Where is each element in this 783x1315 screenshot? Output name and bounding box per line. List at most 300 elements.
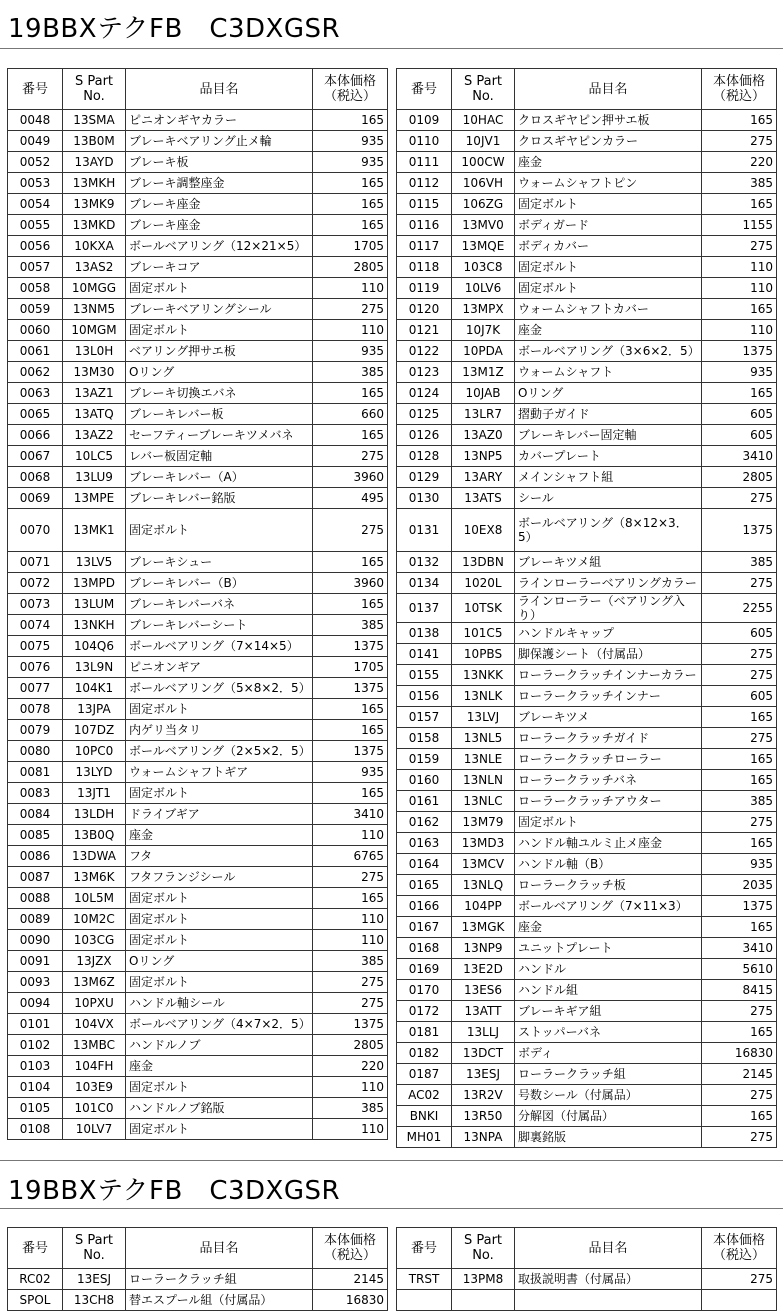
cell-part-no: 107DZ	[63, 720, 126, 741]
table-row	[8, 594, 388, 615]
cell-part-no: 13LR7	[452, 404, 515, 425]
cell-name: ハンドルノブ	[126, 1035, 313, 1056]
cell-part-no: 13M30	[63, 362, 126, 383]
table-row	[8, 1014, 388, 1035]
header-part-no	[63, 1228, 126, 1269]
cell-part-no: 13MK9	[63, 194, 126, 215]
table-row	[397, 467, 777, 488]
header-price	[702, 1228, 777, 1269]
table-row	[8, 1035, 388, 1056]
cell-part-no: 103CG	[63, 930, 126, 951]
cell-name: 固定ボルト	[126, 320, 313, 341]
cell-name: ボールベアリング（7×14×5）	[126, 636, 313, 657]
header-price-line1: 本体価格	[323, 1233, 376, 1248]
cell-part-no: 10PC0	[63, 741, 126, 762]
cell-part-no: 103E9	[63, 1077, 126, 1098]
cell-part-no: 101C0	[63, 1098, 126, 1119]
cell-part-no: 13LLJ	[452, 1022, 515, 1043]
table-row	[8, 362, 388, 383]
header-no: 番号	[397, 1228, 452, 1269]
cell-name: 固定ボルト	[126, 699, 313, 720]
cell-part-no: 104FH	[63, 1056, 126, 1077]
table-row	[397, 362, 777, 383]
table-row	[8, 888, 388, 909]
cell-part-no: 10LV7	[63, 1119, 126, 1140]
cell-part-no: 13NLN	[452, 770, 515, 791]
cell-part-no: 10PXU	[63, 993, 126, 1014]
cell-price: 275	[313, 446, 388, 467]
cell-name: ピニオンギア	[126, 657, 313, 678]
table-row	[8, 615, 388, 636]
cell-name: ハンドル	[515, 959, 702, 980]
cell-price: 660	[313, 404, 388, 425]
cell-no: 0138	[397, 623, 452, 644]
cell-part-no: 13MGK	[452, 917, 515, 938]
cell-part-no: 13MK1	[63, 509, 126, 552]
cell-no: 0131	[397, 509, 452, 552]
cell-name: ローラークラッチローラー	[515, 749, 702, 770]
table-row	[8, 509, 388, 552]
cell-price: 1705	[313, 657, 388, 678]
cell-price: 935	[702, 362, 777, 383]
title-divider	[0, 48, 783, 49]
cell-part-no: 13NL5	[452, 728, 515, 749]
cell-no: 0118	[397, 257, 452, 278]
cell-no: 0062	[8, 362, 63, 383]
cell-part-no: 13ARY	[452, 467, 515, 488]
cell-part-no: 13ATS	[452, 488, 515, 509]
table-row	[397, 173, 777, 194]
table-row	[8, 573, 388, 594]
cell-name: 固定ボルト	[126, 1119, 313, 1140]
table-row	[397, 152, 777, 173]
cell-price: 165	[702, 1022, 777, 1043]
table-row	[8, 972, 388, 993]
cell-price: 275	[702, 488, 777, 509]
cell-no: 0066	[8, 425, 63, 446]
header-name: 品目名	[515, 69, 702, 110]
header-price-line2: （税込）	[712, 89, 765, 104]
header-part-line2: No.	[472, 89, 494, 104]
table-row	[8, 194, 388, 215]
title-divider-2	[0, 1208, 783, 1209]
cell-part-no: 13NKH	[63, 615, 126, 636]
cell-no: 0078	[8, 699, 63, 720]
table-row	[8, 909, 388, 930]
cell-price: 110	[313, 1077, 388, 1098]
cell-name: ドライブギア	[126, 804, 313, 825]
cell-no: 0083	[8, 783, 63, 804]
cell-name: クロスギヤピン押サエ板	[515, 110, 702, 131]
cell-no: 0137	[397, 594, 452, 623]
table-row	[397, 1106, 777, 1127]
table-row	[397, 1064, 777, 1085]
cell-no: 0081	[8, 762, 63, 783]
cell-name: ストッパーバネ	[515, 1022, 702, 1043]
cell-price: 165	[313, 383, 388, 404]
cell-name: ボディガード	[515, 215, 702, 236]
cell-no: 0079	[8, 720, 63, 741]
cell-part-no: 13JPA	[63, 699, 126, 720]
table-row	[397, 917, 777, 938]
cell-part-no: 10MGG	[63, 278, 126, 299]
cell-part-no: 13AZ1	[63, 383, 126, 404]
cell-no: 0101	[8, 1014, 63, 1035]
cell-name: 固定ボルト	[515, 812, 702, 833]
table-row	[397, 812, 777, 833]
cell-no: 0125	[397, 404, 452, 425]
cell-name: 座金	[515, 320, 702, 341]
cell-price: 165	[313, 425, 388, 446]
cell-part-no: 13LV5	[63, 552, 126, 573]
cell-price: 2805	[702, 467, 777, 488]
cell-name: 取扱説明書（付属品）	[515, 1269, 702, 1290]
table-row	[397, 833, 777, 854]
table-row	[8, 1056, 388, 1077]
cell-price: 275	[702, 1269, 777, 1290]
cell-name: ボディカバー	[515, 236, 702, 257]
cell-no: 0090	[8, 930, 63, 951]
cell-part-no: 10JAB	[452, 383, 515, 404]
cell-price: 1375	[313, 678, 388, 699]
cell-price: 165	[313, 173, 388, 194]
cell-no: 0141	[397, 644, 452, 665]
cell-no: 0157	[397, 707, 452, 728]
cell-price	[702, 1290, 777, 1311]
cell-name: ローラークラッチバネ	[515, 770, 702, 791]
cell-part-no: 10PDA	[452, 341, 515, 362]
cell-price: 3410	[702, 938, 777, 959]
table-row	[8, 173, 388, 194]
cell-no: 0162	[397, 812, 452, 833]
cell-no: 0159	[397, 749, 452, 770]
cell-name: ボディ	[515, 1043, 702, 1064]
cell-no: 0160	[397, 770, 452, 791]
cell-name: 号数シール（付属品）	[515, 1085, 702, 1106]
table-row	[397, 509, 777, 552]
cell-part-no: 13MQE	[452, 236, 515, 257]
cell-no: 0102	[8, 1035, 63, 1056]
table-row	[8, 720, 388, 741]
cell-price: 605	[702, 425, 777, 446]
cell-price: 3960	[313, 467, 388, 488]
table-row	[397, 194, 777, 215]
cell-no: 0170	[397, 980, 452, 1001]
cell-price: 110	[702, 278, 777, 299]
cell-no: 0181	[397, 1022, 452, 1043]
table-row	[8, 1098, 388, 1119]
cell-price: 220	[313, 1056, 388, 1077]
header-price-line2: （税込）	[712, 1248, 765, 1263]
header-name: 品目名	[126, 1228, 313, 1269]
cell-name: ブレーキレバーバネ	[126, 594, 313, 615]
header-part-no	[63, 69, 126, 110]
table-row	[397, 488, 777, 509]
cell-part-no: 13MKD	[63, 215, 126, 236]
cell-no: 0134	[397, 573, 452, 594]
cell-price: 165	[313, 215, 388, 236]
table-row	[397, 299, 777, 320]
header-no: 番号	[397, 69, 452, 110]
cell-name: 固定ボルト	[126, 909, 313, 930]
header-price-line1: 本体価格	[323, 74, 376, 89]
table-row	[8, 215, 388, 236]
header-part-line1: S Part	[463, 74, 503, 89]
header-row	[8, 69, 388, 110]
cell-part-no: 13MV0	[452, 215, 515, 236]
cell-price: 1375	[313, 741, 388, 762]
cell-part-no: 13AYD	[63, 152, 126, 173]
cell-name: ボールベアリング（3×6×2．5）	[515, 341, 702, 362]
cell-part-no: 13M1Z	[452, 362, 515, 383]
table-row	[397, 854, 777, 875]
cell-name: 摺動子ガイド	[515, 404, 702, 425]
cell-no: 0110	[397, 131, 452, 152]
cell-price: 165	[702, 833, 777, 854]
cell-name: ブレーキ座金	[126, 215, 313, 236]
cell-name: ハンドル軸（B）	[515, 854, 702, 875]
cell-part-no: 10LC5	[63, 446, 126, 467]
cell-part-no: 101C5	[452, 623, 515, 644]
table-row	[8, 930, 388, 951]
cell-name: フタフランジシール	[126, 867, 313, 888]
header-part-no	[452, 1228, 515, 1269]
header-price-line2: （税込）	[323, 1248, 376, 1263]
cell-price: 110	[702, 257, 777, 278]
header-part-line2: No.	[472, 1248, 494, 1263]
cell-no: 0068	[8, 467, 63, 488]
cell-no: 0132	[397, 552, 452, 573]
cell-price: 3410	[313, 804, 388, 825]
cell-part-no: 10EX8	[452, 509, 515, 552]
cell-part-no: 13NPA	[452, 1127, 515, 1148]
cell-name: シール	[515, 488, 702, 509]
cell-price: 165	[702, 917, 777, 938]
cell-part-no: 104Q6	[63, 636, 126, 657]
cell-price: 16830	[313, 1290, 388, 1311]
cell-part-no: 13MBC	[63, 1035, 126, 1056]
cell-price: 165	[702, 749, 777, 770]
cell-no: TRST	[397, 1269, 452, 1290]
cell-price: 16830	[702, 1043, 777, 1064]
table-row	[8, 467, 388, 488]
cell-no: 0054	[8, 194, 63, 215]
table-row	[8, 446, 388, 467]
cell-name: ブレーキレバー（A）	[126, 467, 313, 488]
table-row	[8, 110, 388, 131]
table-row	[397, 404, 777, 425]
parts-table-1-left	[7, 68, 388, 1140]
cell-no: BNKI	[397, 1106, 452, 1127]
table-row	[397, 749, 777, 770]
cell-name: ブレーキベアリングシール	[126, 299, 313, 320]
cell-no: 0086	[8, 846, 63, 867]
cell-name: 固定ボルト	[126, 972, 313, 993]
cell-name: ローラークラッチインナー	[515, 686, 702, 707]
cell-price: 165	[702, 707, 777, 728]
table-row	[397, 644, 777, 665]
cell-name: ボールベアリング（7×11×3）	[515, 896, 702, 917]
table-row	[397, 728, 777, 749]
cell-part-no: 13NM5	[63, 299, 126, 320]
cell-no: 0164	[397, 854, 452, 875]
cell-part-no: 13NP5	[452, 446, 515, 467]
cell-price: 165	[702, 1106, 777, 1127]
cell-no: 0166	[397, 896, 452, 917]
cell-name: ピニオンギヤカラー	[126, 110, 313, 131]
cell-price: 110	[313, 930, 388, 951]
table-row	[8, 131, 388, 152]
cell-price: 495	[313, 488, 388, 509]
cell-part-no: 13E2D	[452, 959, 515, 980]
cell-part-no: 10JV1	[452, 131, 515, 152]
cell-part-no: 13LYD	[63, 762, 126, 783]
cell-name: 座金	[126, 825, 313, 846]
cell-no: 0089	[8, 909, 63, 930]
cell-name: ブレーキ切換エバネ	[126, 383, 313, 404]
cell-name: ブレーキギア組	[515, 1001, 702, 1022]
parts-table-1-right	[396, 68, 777, 1148]
table-row	[397, 320, 777, 341]
table-row	[397, 110, 777, 131]
table-row	[397, 1043, 777, 1064]
cell-no: 0165	[397, 875, 452, 896]
cell-price: 385	[313, 951, 388, 972]
table-row	[397, 875, 777, 896]
table-row	[397, 938, 777, 959]
cell-part-no: 13M6K	[63, 867, 126, 888]
cell-price: 935	[313, 762, 388, 783]
table-row	[397, 1001, 777, 1022]
table-row	[397, 1085, 777, 1106]
cell-no: 0109	[397, 110, 452, 131]
cell-price: 1375	[313, 1014, 388, 1035]
cell-price: 5610	[702, 959, 777, 980]
cell-no: 0169	[397, 959, 452, 980]
cell-price: 275	[702, 665, 777, 686]
cell-no: 0060	[8, 320, 63, 341]
cell-name: ブレーキツメ組	[515, 552, 702, 573]
cell-name: ブレーキ板	[126, 152, 313, 173]
cell-no: 0067	[8, 446, 63, 467]
cell-price: 275	[702, 1127, 777, 1148]
cell-part-no: 13NLE	[452, 749, 515, 770]
cell-price: 165	[702, 194, 777, 215]
cell-name: 固定ボルト	[515, 257, 702, 278]
page-title-repeat: 19BBXテクFB C3DXGSR	[8, 1176, 341, 1206]
table-row	[397, 383, 777, 404]
cell-part-no: 100CW	[452, 152, 515, 173]
cell-part-no: 10MGM	[63, 320, 126, 341]
cell-name: ウォームシャフトピン	[515, 173, 702, 194]
cell-name: 脚裏銘版	[515, 1127, 702, 1148]
header-part-line2: No.	[83, 89, 105, 104]
cell-price: 275	[702, 573, 777, 594]
table-row	[397, 623, 777, 644]
cell-name: ブレーキレバー銘版	[126, 488, 313, 509]
table-row	[397, 278, 777, 299]
cell-part-no: 13NP9	[452, 938, 515, 959]
cell-price: 1375	[702, 341, 777, 362]
parts-table-2-right	[396, 1227, 777, 1311]
cell-name: ブレーキレバー固定軸	[515, 425, 702, 446]
cell-no: 0121	[397, 320, 452, 341]
table-row	[8, 404, 388, 425]
cell-part-no: 13B0Q	[63, 825, 126, 846]
table-row	[8, 741, 388, 762]
header-price-line1: 本体価格	[712, 1233, 765, 1248]
cell-price: 1375	[702, 896, 777, 917]
cell-no: 0163	[397, 833, 452, 854]
table-row	[397, 770, 777, 791]
cell-price: 165	[313, 552, 388, 573]
cell-no: 0112	[397, 173, 452, 194]
cell-price: 275	[702, 1001, 777, 1022]
table-row	[8, 846, 388, 867]
table-row	[397, 257, 777, 278]
table-row	[397, 707, 777, 728]
table-row	[8, 383, 388, 404]
table-row	[8, 278, 388, 299]
cell-name: ローラークラッチ組	[515, 1064, 702, 1085]
cell-part-no: 13LUM	[63, 594, 126, 615]
cell-no: 0084	[8, 804, 63, 825]
cell-no: 0115	[397, 194, 452, 215]
table-row	[397, 573, 777, 594]
cell-price: 385	[702, 552, 777, 573]
table-row	[397, 980, 777, 1001]
cell-part-no: 13NLK	[452, 686, 515, 707]
cell-name: ウォームシャフト	[515, 362, 702, 383]
cell-part-no: 13DBN	[452, 552, 515, 573]
table-row	[397, 215, 777, 236]
cell-name: 固定ボルト	[126, 783, 313, 804]
cell-part-no: 13PM8	[452, 1269, 515, 1290]
header-price-line1: 本体価格	[712, 74, 765, 89]
cell-part-no: 106VH	[452, 173, 515, 194]
cell-part-no: 13MPX	[452, 299, 515, 320]
cell-name: ブレーキレバー板	[126, 404, 313, 425]
cell-price: 2805	[313, 257, 388, 278]
cell-no: 0123	[397, 362, 452, 383]
header-part-line1: S Part	[463, 1233, 503, 1248]
cell-no: 0124	[397, 383, 452, 404]
cell-no: 0130	[397, 488, 452, 509]
cell-price: 275	[702, 131, 777, 152]
table-row	[8, 951, 388, 972]
cell-part-no: 104VX	[63, 1014, 126, 1035]
table-row	[8, 552, 388, 573]
cell-price: 275	[702, 1085, 777, 1106]
cell-part-no: 13LVJ	[452, 707, 515, 728]
cell-part-no: 10KXA	[63, 236, 126, 257]
cell-price: 165	[702, 383, 777, 404]
cell-no: 0058	[8, 278, 63, 299]
cell-price: 2805	[313, 1035, 388, 1056]
cell-no: 0122	[397, 341, 452, 362]
cell-no: 0071	[8, 552, 63, 573]
cell-no: 0076	[8, 657, 63, 678]
cell-name: 固定ボルト	[126, 888, 313, 909]
table-row	[8, 699, 388, 720]
cell-name: ブレーキベアリング止メ輪	[126, 131, 313, 152]
cell-name: 固定ボルト	[126, 509, 313, 552]
cell-no: 0155	[397, 665, 452, 686]
cell-name: 固定ボルト	[515, 194, 702, 215]
cell-no: 0065	[8, 404, 63, 425]
cell-part-no: 13MD3	[452, 833, 515, 854]
cell-part-no: 13NKK	[452, 665, 515, 686]
